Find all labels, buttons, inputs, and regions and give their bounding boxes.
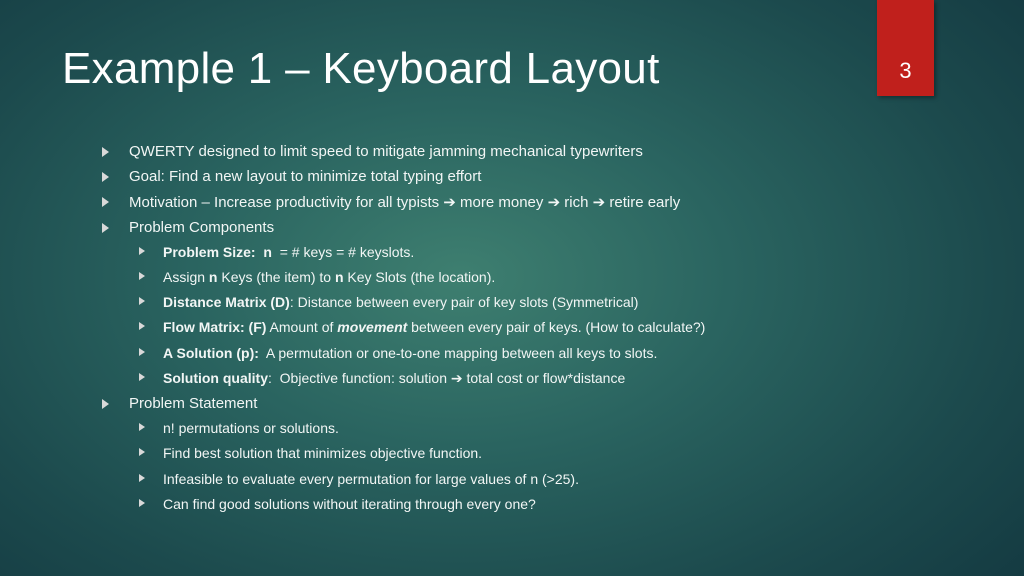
bullet-arrow-icon — [139, 448, 145, 456]
bullet-text: Distance Matrix (D) — [163, 294, 290, 311]
bullet-arrow-icon — [139, 373, 145, 381]
sub-bullet-item — [163, 496, 536, 512]
bullet-text: between every pair of keys. (How to calculate?) — [407, 319, 706, 336]
sub-bullet-item — [163, 471, 579, 487]
sub-bullet-item — [163, 294, 638, 310]
slide-title: Example 1 – Keyboard Layout — [62, 44, 660, 93]
sub-bullet-item — [163, 345, 657, 361]
bullet-arrow-icon — [139, 297, 145, 305]
bullet-item — [129, 395, 257, 412]
bullet-text: Infeasible to evaluate every permutation for large values of n (>25). — [163, 470, 579, 487]
bullet-text: Key Slots (the location). — [343, 269, 496, 285]
bullet-text: Assign — [163, 269, 209, 285]
sub-bullet-item — [163, 244, 414, 260]
bullet-arrow-icon — [102, 172, 109, 182]
sub-bullet-item — [163, 420, 339, 436]
sub-bullet-item — [163, 269, 495, 285]
bullet-text: movement — [337, 319, 408, 336]
bullet-text: n — [334, 269, 344, 285]
bullet-text: Flow Matrix: (F) — [163, 319, 267, 336]
bullet-arrow-icon — [139, 272, 145, 280]
bullet-text: A Solution (p): — [163, 344, 259, 361]
bullet-text: n! permutations or solutions. — [163, 420, 339, 437]
bullet-arrow-icon — [139, 322, 145, 330]
bullet-text: Problem Components — [129, 218, 275, 236]
bullet-arrow-icon — [139, 423, 145, 431]
bullet-arrow-icon — [139, 348, 145, 356]
bullet-text: Problem Size: n — [163, 243, 272, 260]
bullet-text: Find best solution that minimizes objective function. — [163, 445, 483, 462]
bullet-text: Motivation – Increase productivity for all typists ➔ more money ➔ rich ➔ retire early — [129, 194, 681, 212]
bullet-text: = # keys = # keyslots. — [271, 243, 415, 260]
bullet-arrow-icon — [139, 247, 145, 255]
sub-bullet-item — [163, 319, 705, 335]
bullet-item — [129, 168, 481, 185]
bullet-text: : Objective function: solution ➔ total cost or flow*distance — [268, 369, 626, 386]
bullet-arrow-icon — [102, 147, 109, 157]
bullet-text: n — [208, 269, 218, 285]
bullet-item — [129, 193, 680, 211]
bullet-text: A permutation or one-to-one mapping between all keys to slots. — [258, 344, 658, 361]
bullet-arrow-icon — [102, 223, 109, 233]
bullet-arrow-icon — [139, 499, 145, 507]
bullet-text: Problem Statement — [129, 395, 258, 412]
bullet-arrow-icon — [139, 474, 145, 482]
bullet-arrow-icon — [102, 399, 109, 409]
sub-bullet-item — [163, 445, 482, 461]
bullet-arrow-icon — [102, 197, 109, 207]
bullet-text: Amount of — [266, 319, 338, 336]
bullet-item — [129, 219, 274, 236]
bullet-text: Can find good solutions without iterating through every one? — [163, 495, 536, 512]
sub-bullet-item — [163, 370, 625, 387]
bullet-text: Solution quality — [163, 369, 268, 386]
page-number: 3 — [899, 58, 912, 83]
bullet-text: QWERTY designed to limit speed to mitigate jamming mechanical typewriters — [129, 143, 643, 160]
page-number-badge — [877, 0, 934, 96]
bullet-text: Keys (the item) to — [217, 269, 335, 285]
bullet-text: Goal: Find a new layout to minimize total typing effort — [129, 168, 482, 186]
bullet-item — [129, 143, 643, 160]
bullet-text: : Distance between every pair of key slots (Symmetrical) — [289, 294, 639, 311]
